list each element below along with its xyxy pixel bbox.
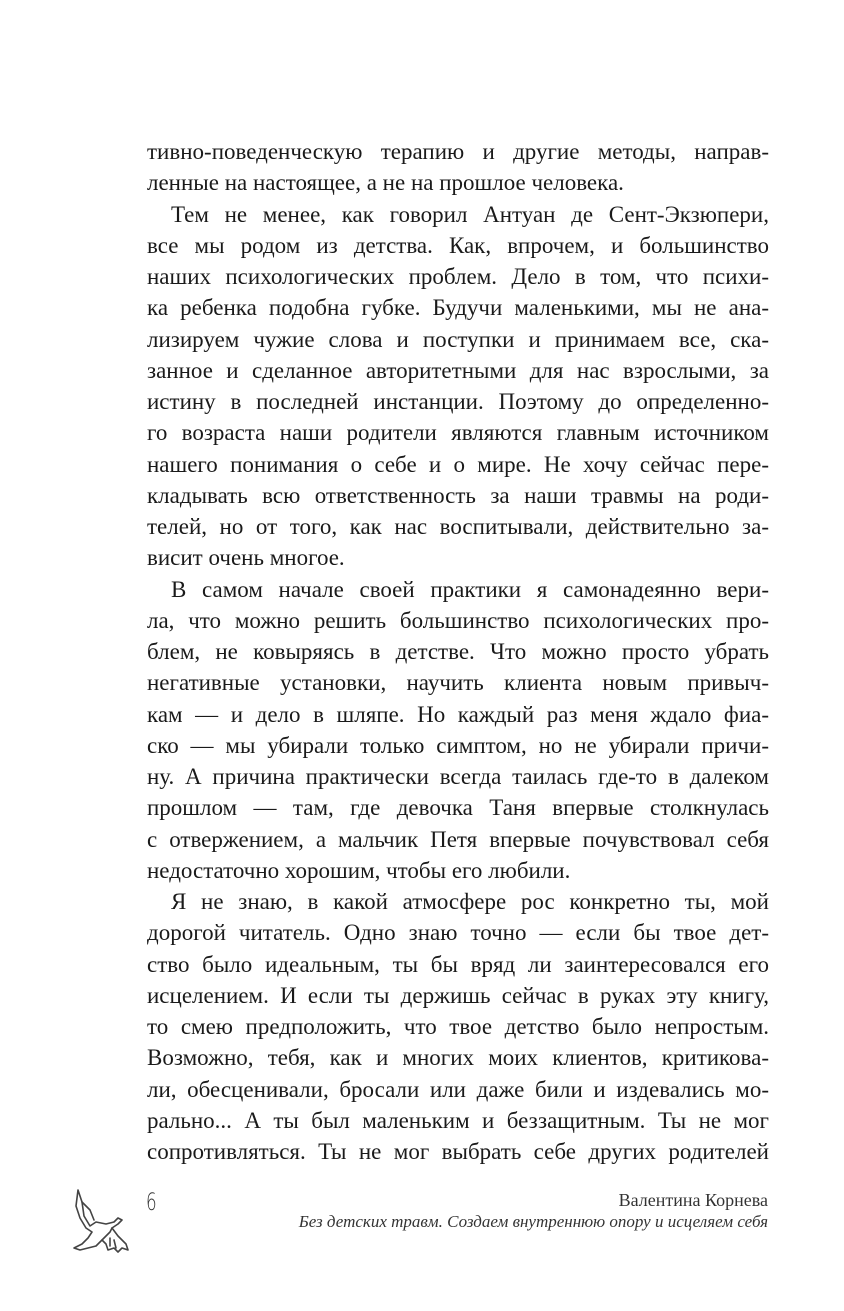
- text-line: недостаточно хорошим, чтобы его любили.: [147, 857, 571, 883]
- text-line: висит очень многое.: [147, 545, 345, 571]
- text-line: В самом начале своей практики я самонадеянно вери-: [171, 576, 769, 602]
- text-line: ленные на настоящее, а не на прошлое человека.: [147, 170, 624, 196]
- text-line: нашего понимания о себе и о мире. Не хочу сейчас пере-: [147, 451, 769, 477]
- text-line: Тем не менее, как говорил Антуан де Сент-Экзюпери,: [171, 201, 769, 227]
- text-line: го возраста наши родители являются главным источником: [147, 420, 769, 446]
- text-line: прошлом — там, где девочка Таня впервые столкнулась: [147, 795, 769, 821]
- text-line: лизируем чужие слова и поступки и принимаем все, ска-: [147, 326, 769, 352]
- text-line: с отвержением, а мальчик Петя впервые почувствовал себя: [147, 826, 769, 852]
- text-line: то смею предположить, что твое детство было непростым.: [147, 1014, 769, 1039]
- text-line: негативные установки, научить клиента новым привыч-: [147, 670, 769, 696]
- text-line: тивно-поведенческую терапию и другие методы, направ-: [147, 139, 769, 164]
- text-line: телей, но от того, как нас воспитывали, действительно за-: [147, 514, 769, 539]
- text-line: истину в последней инстанции. Поэтому до определенно-: [147, 389, 769, 414]
- text-line: Я не знаю, в какой атмосфере рос конкретно ты, мой: [171, 889, 769, 914]
- book-title: Без детских травм. Создаем внутреннюю опору и исцеляем себя: [298, 1212, 768, 1231]
- text-line: все мы родом из детства. Как, впрочем, и большинство: [147, 232, 769, 258]
- text-line: исцелением. И если ты держишь сейчас в руках эту книгу,: [147, 982, 769, 1008]
- text-line: ли, обесценивали, бросали или даже били и издевались мо-: [147, 1076, 769, 1102]
- text-line: рально... А ты был маленьким и беззащитным. Ты не мог: [147, 1107, 769, 1133]
- dove-icon: [72, 1188, 136, 1256]
- text-line: наших психологических проблем. Дело в том, что психи-: [147, 264, 769, 289]
- text-line: кладывать всю ответственность за наши травмы на роди-: [147, 482, 769, 508]
- body-text: [147, 136, 769, 1167]
- text-line: сопротивляться. Ты не мог выбрать себе других родителей: [147, 1139, 769, 1164]
- text-line: ско — мы убирали только симптом, но не убирали причи-: [147, 732, 769, 758]
- text-line: ну. А причина практически всегда таилась где-то в далеком: [147, 764, 769, 789]
- text-line: дорогой читатель. Одно знаю точно — если бы твое дет-: [147, 920, 769, 946]
- page-number: 6: [146, 1188, 157, 1216]
- running-footer: [299, 1189, 768, 1232]
- text-line: кам — и дело в шляпе. Но каждый раз меня ждало фиа-: [147, 701, 769, 727]
- author-name: Валентина Корнева: [618, 1190, 768, 1210]
- text-line: ла, что можно решить большинство психологических про-: [147, 607, 769, 633]
- text-line: ка ребенка подобна губке. Будучи маленькими, мы не ана-: [147, 295, 769, 321]
- text-line: блем, не ковыряясь в детстве. Что можно просто убрать: [147, 639, 769, 664]
- text-line: Возможно, тебя, как и многих моих клиентов, критикова-: [147, 1045, 769, 1071]
- text-line: занное и сделанное авторитетными для нас взрослыми, за: [147, 357, 769, 383]
- text-line: ство было идеальным, ты бы вряд ли заинтересовался его: [147, 951, 769, 977]
